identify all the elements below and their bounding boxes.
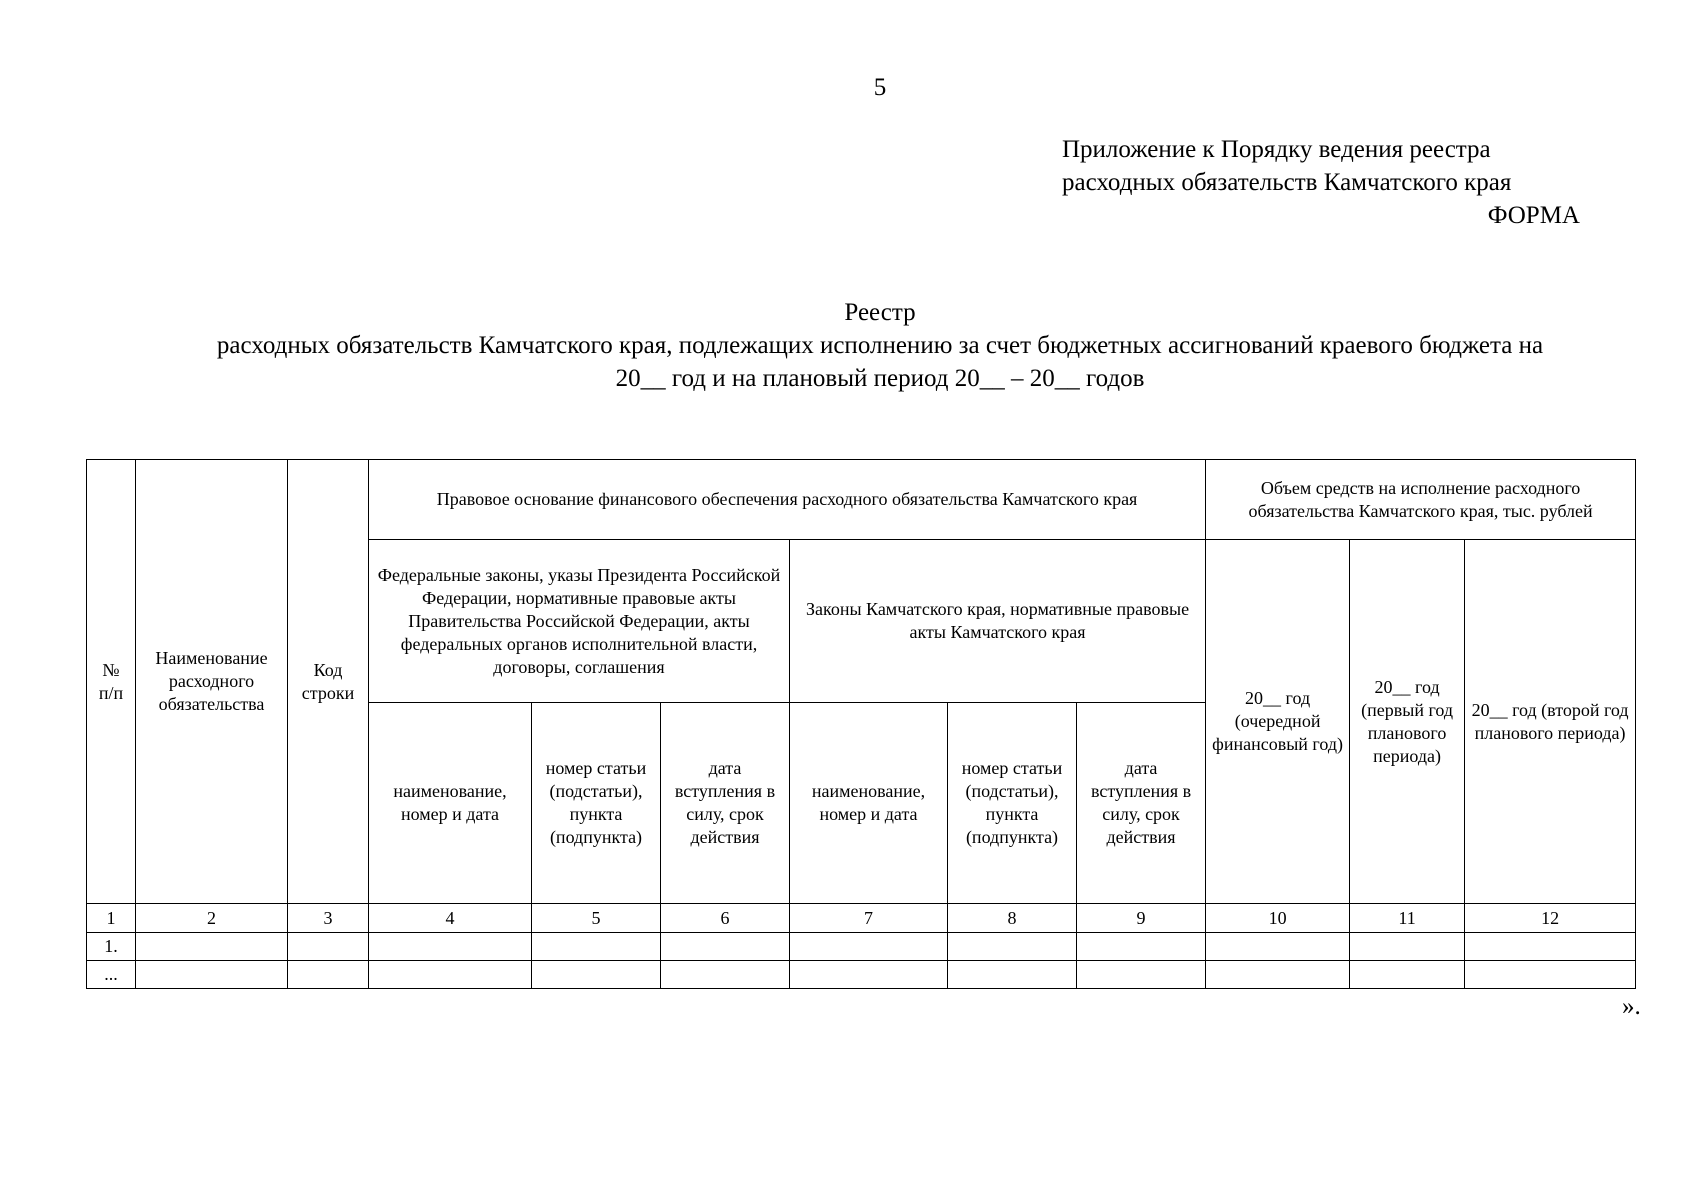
header-legal-basis: Правовое основание финансового обеспечения расходного обязательства Камчатского края [369,460,1206,540]
closing-quote-mark: ». [1622,993,1641,1020]
title-line-1: Реестр [844,299,916,326]
title-line-2: расходных обязательств Камчатского края, подлежащих исполнению за счет бюджетных ассигнований краевого бюджета на [216,332,1544,359]
column-number: 12 [1465,904,1636,933]
header-federal-date: дата вступления в силу, срок действия [661,703,790,904]
column-number: 11 [1350,904,1465,933]
appendix-note [1062,133,1582,232]
document-title [100,296,1660,395]
column-number: 9 [1077,904,1206,933]
table-cell [948,961,1077,989]
column-number: 6 [661,904,790,933]
header-num: № п/п [87,460,136,904]
column-number: 8 [948,904,1077,933]
header-year-second-planned: 20__ год (второй год планового периода) [1465,540,1636,904]
column-number-row [87,904,1636,933]
table-cell [790,961,948,989]
table-cell [288,961,369,989]
table-cell [1350,933,1465,961]
column-number: 1 [87,904,136,933]
header-federal-article: номер статьи (подстатьи), пункта (подпункта) [532,703,661,904]
column-number: 3 [288,904,369,933]
table-cell [369,961,532,989]
column-number: 2 [136,904,288,933]
table-cell: ... [87,961,136,989]
table-cell: 1. [87,933,136,961]
column-number: 10 [1206,904,1350,933]
header-regional-article: номер статьи (подстатьи), пункта (подпункта) [948,703,1077,904]
table-cell [1465,933,1636,961]
table-cell [136,933,288,961]
page-number: 5 [873,74,887,101]
table-cell [1077,961,1206,989]
header-year-current: 20__ год (очередной финансовый год) [1206,540,1350,904]
table-cell [532,933,661,961]
table-cell [661,933,790,961]
table-row [87,933,1636,961]
table-cell [948,933,1077,961]
table-cell [1206,933,1350,961]
table-cell [288,933,369,961]
header-regional-date: дата вступления в силу, срок действия [1077,703,1206,904]
header-federal-acts: Федеральные законы, указы Президента Российской Федерации, нормативные правовые акты Правительства Российской Федерации, акты федеральных органов исполнительной власти, договоры, соглашения [369,540,790,703]
column-number: 5 [532,904,661,933]
header-regional-name: наименование, номер и дата [790,703,948,904]
header-row-code: Код строки [288,460,369,904]
column-number: 4 [369,904,532,933]
header-federal-name: наименование, номер и дата [369,703,532,904]
table-cell [1350,961,1465,989]
table-cell [790,933,948,961]
column-number: 7 [790,904,948,933]
title-line-3: 20__ год и на плановый период 20__ – 20__ годов [615,365,1145,392]
registry-table [86,459,1636,989]
table-cell [1206,961,1350,989]
header-obligation-name: Наименование расходного обязательства [136,460,288,904]
table-cell [1465,961,1636,989]
header-row-top [87,460,1636,540]
table-cell [369,933,532,961]
form-label: ФОРМА [1487,202,1580,229]
table-row [87,961,1636,989]
header-year-first-planned: 20__ год (первый год планового периода) [1350,540,1465,904]
appendix-line-1: Приложение к Порядку ведения реестра [1062,136,1491,163]
appendix-line-2: расходных обязательств Камчатского края [1062,169,1512,196]
header-funding-volume: Объем средств на исполнение расходного обязательства Камчатского края, тыс. рублей [1206,460,1636,540]
table-cell [532,961,661,989]
table-cell [136,961,288,989]
table-cell [661,961,790,989]
header-regional-acts: Законы Камчатского края, нормативные правовые акты Камчатского края [790,540,1206,703]
table-cell [1077,933,1206,961]
